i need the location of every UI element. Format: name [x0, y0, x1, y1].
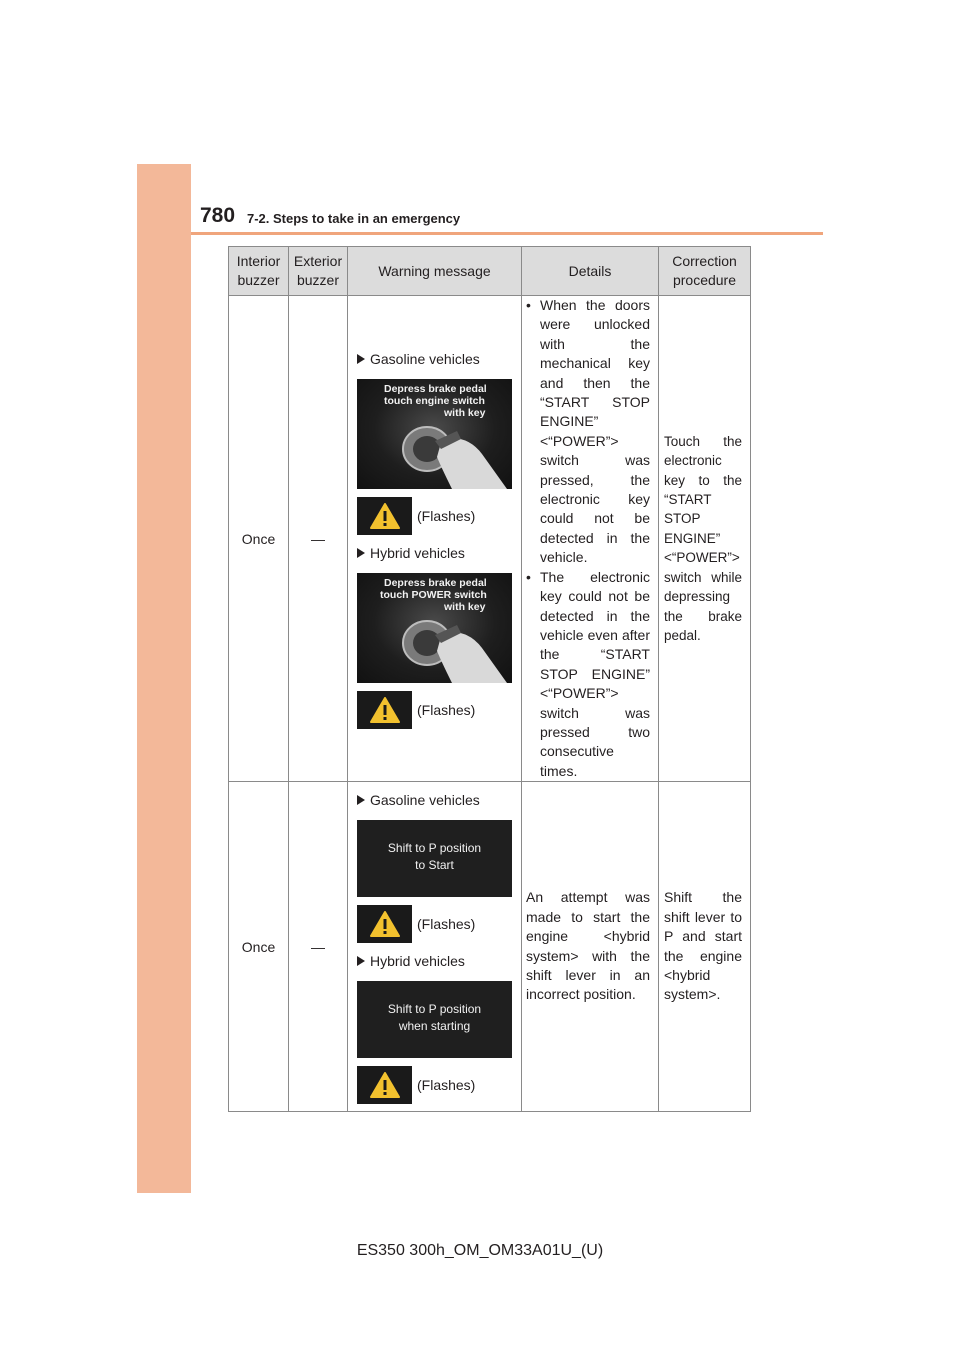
- correction-cell: Touch the electronic key to the “START STOP ENGINE” <“POWER”> switch while depressing the brake pedal.: [659, 296, 751, 782]
- table-row: [229, 296, 751, 782]
- col-exterior-buzzer: Exterior buzzer: [289, 247, 348, 296]
- warning-indicator: [357, 905, 412, 943]
- warning-flash: [357, 905, 515, 943]
- warning-triangle-icon: [369, 502, 401, 530]
- warning-triangle-icon: [369, 910, 401, 938]
- col-interior-buzzer: Interior buzzer: [229, 247, 289, 296]
- warning-flash: [357, 497, 515, 535]
- hybrid-display-image: [357, 981, 512, 1058]
- warning-triangle-icon: [369, 696, 401, 724]
- gasoline-vehicles-label: Gasoline vehicles: [357, 349, 515, 369]
- hybrid-display-image: [357, 573, 512, 683]
- details-cell: An attempt was made to start the engine <hybrid system> with the shift lever in an incorrect position.: [522, 782, 659, 1112]
- triangle-bullet-icon: [357, 548, 365, 558]
- warning-message-cell: [348, 782, 522, 1112]
- header-rule: [191, 232, 823, 235]
- side-tab: [137, 164, 191, 1193]
- page-number: 780: [200, 204, 236, 227]
- flash-label: (Flashes): [417, 701, 476, 718]
- gasoline-vehicles-label: Gasoline vehicles: [357, 790, 515, 810]
- warning-triangle-icon: [369, 1071, 401, 1099]
- screen-line: with key: [444, 406, 486, 419]
- col-correction: Correction procedure: [659, 247, 751, 296]
- warning-table: [228, 246, 751, 1112]
- warning-message-cell: [348, 296, 522, 782]
- screen-line: touch engine switch: [384, 394, 485, 407]
- interior-buzzer-cell: Once: [229, 782, 289, 1112]
- exterior-buzzer-cell: —: [289, 296, 348, 782]
- details-bullet: • When the doors were unlocked with the mechanical key and then the “START STOP ENGINE” <“POWER”> switch was pressed, the electronic key could not be detected in the vehicle.: [526, 297, 650, 566]
- section-title: 7-2. Steps to take in an emergency: [247, 211, 461, 226]
- hybrid-vehicles-label: Hybrid vehicles: [357, 543, 515, 563]
- table-header-row: [229, 247, 751, 296]
- triangle-bullet-icon: [357, 795, 365, 805]
- details-cell: [522, 296, 659, 782]
- flash-label: (Flashes): [417, 915, 476, 932]
- interior-buzzer-cell: Once: [229, 296, 289, 782]
- screen-line: touch POWER switch: [380, 588, 487, 601]
- screen-line: Shift to P position when starting: [387, 1001, 482, 1033]
- triangle-bullet-icon: [357, 956, 365, 966]
- warning-flash: [357, 1066, 515, 1104]
- screen-line: Shift to P position to Start: [387, 840, 482, 872]
- exterior-buzzer-cell: —: [289, 782, 348, 1112]
- flash-label: (Flashes): [417, 507, 476, 524]
- details-bullet: • The electronic key could not be detected in the vehicle even after the “START STOP ENGINE” <“POWER”> switch was pressed two consecutive times.: [526, 568, 650, 779]
- warning-indicator: [357, 691, 412, 729]
- screen-line: Depress brake pedal: [384, 382, 487, 395]
- col-warning-message: Warning message: [348, 247, 522, 296]
- screen-line: Depress brake pedal: [384, 576, 487, 589]
- warning-indicator: [357, 497, 412, 535]
- table-row: [229, 782, 751, 1112]
- warning-indicator: [357, 1066, 412, 1104]
- flash-label: (Flashes): [417, 1076, 476, 1093]
- hybrid-vehicles-label: Hybrid vehicles: [357, 951, 515, 971]
- screen-line: with key: [444, 600, 486, 613]
- warning-flash: [357, 691, 515, 729]
- col-details: Details: [522, 247, 659, 296]
- correction-cell: Shift the shift lever to P and start the engine <hybrid system>.: [659, 782, 751, 1112]
- document-code: ES350 300h_OM_OM33A01U_(U): [356, 1242, 604, 1259]
- gasoline-display-image: [357, 820, 512, 897]
- triangle-bullet-icon: [357, 354, 365, 364]
- gasoline-display-image: [357, 379, 512, 489]
